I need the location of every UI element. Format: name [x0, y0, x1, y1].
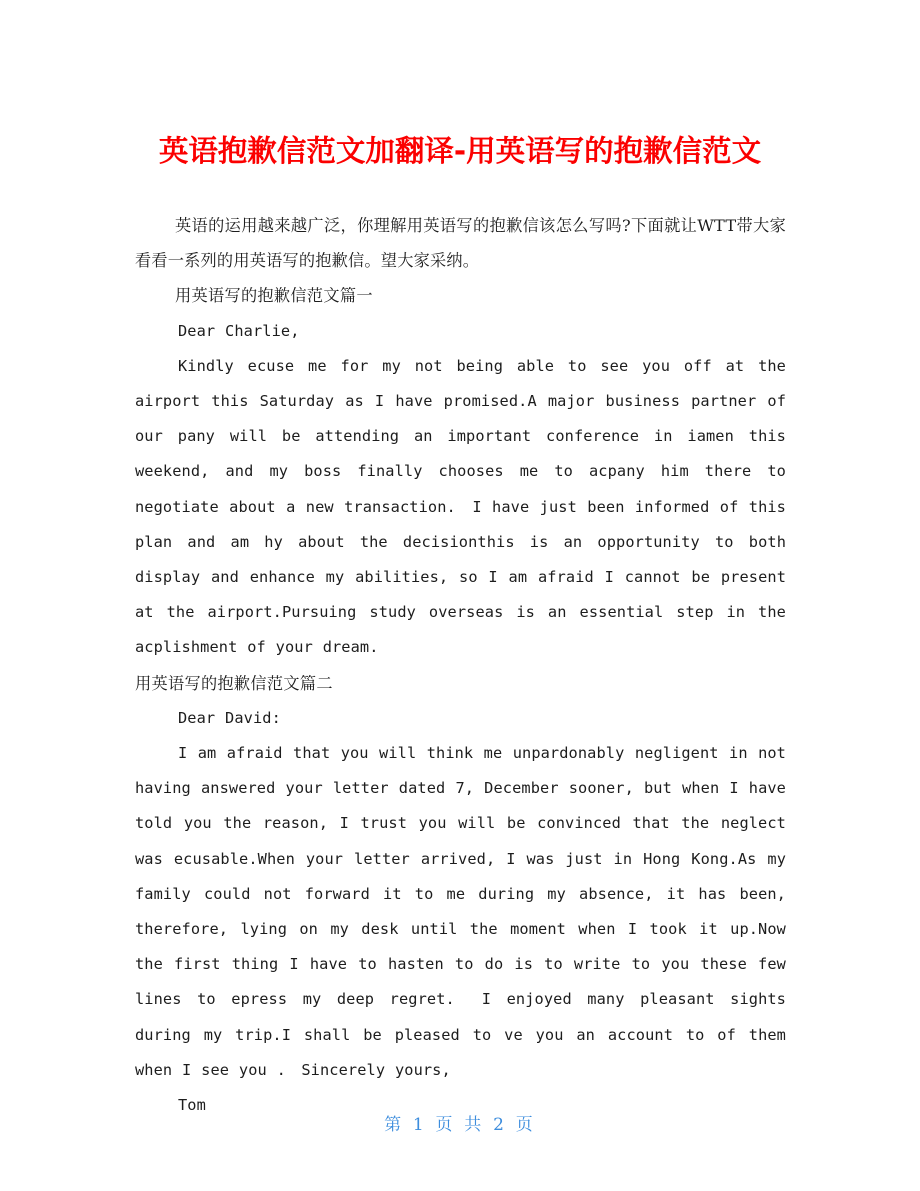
page-title: 英语抱歉信范文加翻译-用英语写的抱歉信范文	[158, 133, 762, 168]
section-one-heading: 用英语写的抱歉信范文篇一	[175, 286, 373, 306]
intro-paragraph: 英语的运用越来越广泛，你理解用英语写的抱歉信该怎么写吗?下面就让WTT带大家看看一系列的用英语写的抱歉信。望大家采纳。	[135, 216, 786, 271]
page-footer: 第 1 页 共 2 页	[384, 1115, 536, 1135]
document-body	[135, 208, 786, 1123]
letter-two-salutation: Dear David:	[178, 708, 281, 727]
section-two-heading: 用英语写的抱歉信范文篇二	[135, 673, 333, 693]
letter-one-body: Kindly ecuse me for my not being able to see you off at the airport this Saturday as I have promised.A major business partner of our pany will be attending an important conference in iamen this weekend, and my boss finally chooses me to acpany him there to negotiate about a new transaction. I have just been informed of this plan and am hy about the decisionthis is an opportunity to both display and enhance my abilities, so I am afraid I cannot be present at the airport.Pursuing study overseas is an essential step in the acplishment of your dream.	[135, 356, 786, 657]
letter-two-signature: Tom	[178, 1096, 206, 1115]
letter-one-salutation: Dear Charlie,	[178, 321, 300, 340]
letter-two-body: I am afraid that you will think me unpardonably negligent in not having answered your letter dated 7, December sooner, but when I have told you the reason, I trust you will be convinced that the neglect was ecusable.When your letter arrived, I was just in Hong Kong.As my family could not forward it to me during my absence, it has been, therefore, lying on my desk until the moment when I took it up.Now the first thing I have to hasten to do is to write to you these few lines to epress my deep regret. I enjoyed many pleasant sights during my trip.I shall be pleased to ve you an account to of them when I see you . Sincerely yours,	[135, 744, 786, 1079]
